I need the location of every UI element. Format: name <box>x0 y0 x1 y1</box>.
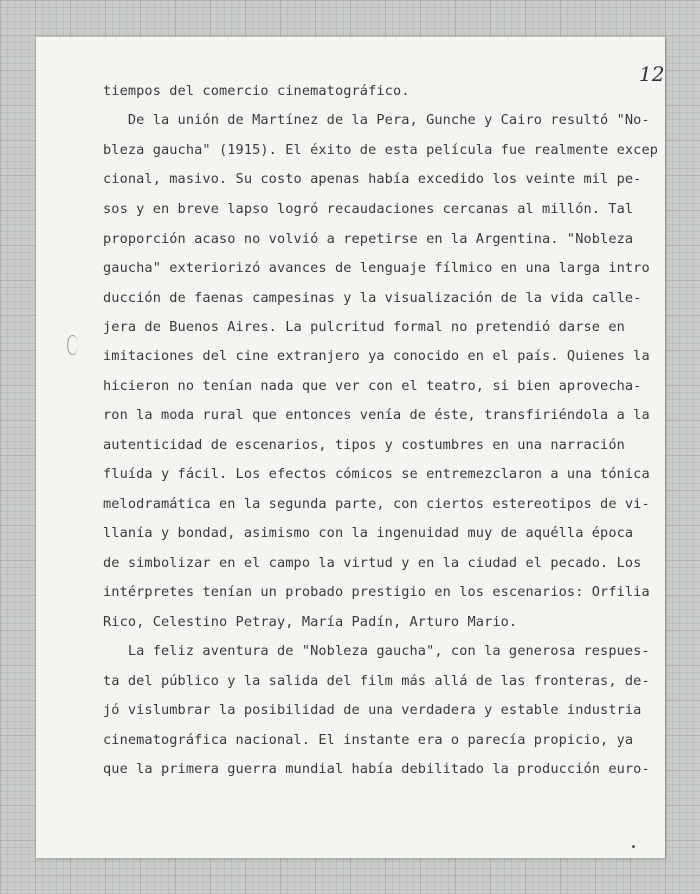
text-line: ducción de faenas campesinas y la visualización de la vida calle- <box>103 290 642 306</box>
text-line: sos y en breve lapso logró recaudaciones cercanas al millón. Tal <box>103 201 634 217</box>
text-line: autenticidad de escenarios, tipos y costumbres en una narración <box>103 437 625 453</box>
text-line: de simbolizar en el campo la virtud y en la ciudad el pecado. Los <box>103 555 642 571</box>
punch-hole-mark <box>67 335 78 355</box>
text-line: imitaciones del cine extranjero ya conocido en el país. Quienes la <box>103 348 650 364</box>
text-line: ta del público y la salida del film más allá de las fronteras, de- <box>103 673 650 689</box>
text-line: De la unión de Martínez de la Pera, Gunche y Cairo resultó "No- <box>103 112 650 128</box>
text-line: que la primera guerra mundial había debilitado la producción euro- <box>103 761 650 777</box>
text-line: hicieron no tenían nada que ver con el teatro, si bien aprovecha- <box>103 378 642 394</box>
text-line: jó vislumbrar la posibilidad de una verdadera y estable industria <box>103 702 642 718</box>
text-line: cional, masivo. Su costo apenas había excedido los veinte mil pe- <box>103 171 642 187</box>
text-line: ron la moda rural que entonces venía de éste, transfiriéndola a la <box>103 407 650 423</box>
text-line: jera de Buenos Aires. La pulcritud formal no pretendió darse en <box>103 319 625 335</box>
text-line: tiempos del comercio cinematográfico. <box>103 83 410 99</box>
text-line: La feliz aventura de "Nobleza gaucha", con la generosa respues- <box>103 643 650 659</box>
text-line: melodramática en la segunda parte, con ciertos estereotipos de vi- <box>103 496 650 512</box>
text-line: intérpretes tenían un probado prestigio en los escenarios: Orfilia <box>103 584 650 600</box>
text-line: fluída y fácil. Los efectos cómicos se entremezclaron a una tónica <box>103 466 650 482</box>
ink-speck <box>632 845 635 848</box>
page-number: 12 <box>639 62 665 86</box>
typewritten-page <box>36 37 665 858</box>
text-line: llanía y bondad, asimismo con la ingenuidad muy de aquélla época <box>103 525 634 541</box>
text-line: cinematográfica nacional. El instante era o parecía propicio, ya <box>103 732 634 748</box>
text-line: proporción acaso no volvió a repetirse en la Argentina. "Nobleza <box>103 231 634 247</box>
text-line: bleza gaucha" (1915). El éxito de esta película fue realmente excep <box>103 142 659 158</box>
text-line: Rico, Celestino Petray, María Padín, Arturo Mario. <box>103 614 518 630</box>
text-line: gaucha" exteriorizó avances de lenguaje fílmico en una larga intro <box>103 260 650 276</box>
